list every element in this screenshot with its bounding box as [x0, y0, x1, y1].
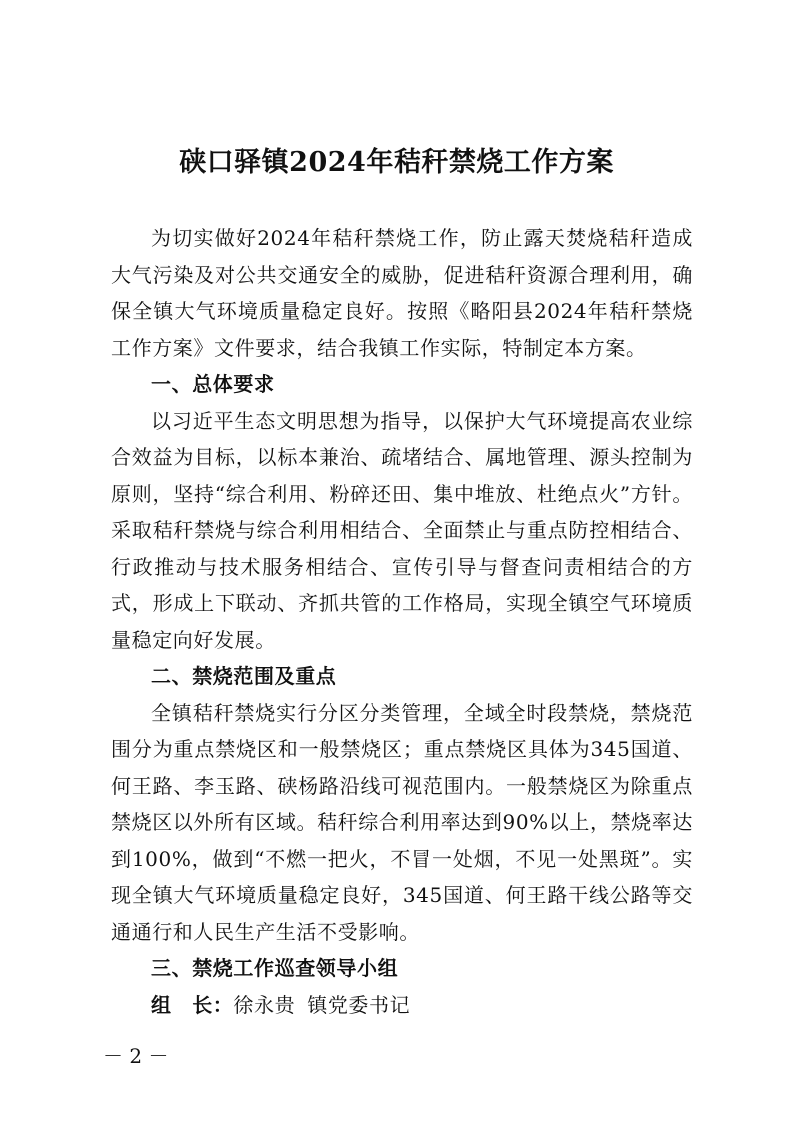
section-body-burning-scope: 全镇秸秆禁烧实行分区分类管理，全域全时段禁烧，禁烧范围分为重点禁烧区和一般禁烧区；重点禁烧区具体为345国道、何王路、李玉路、硖杨路沿线可视范围内。一般禁烧区为除重点禁烧区以外所有区域。秸秆综合利用率达到90%以上，禁烧率达到100%，做到“不燃一把火，不冒一处烟，不见一处黑斑”。实现全镇大气环境质量稳定良好，345国道、何王路干线公路等交通通行和人民生产生活不受影响。	[111, 700, 693, 944]
leader-name: 徐永贵	[233, 992, 296, 1017]
section-heading-patrol-leadership: 三、禁烧工作巡查领导小组	[151, 956, 399, 980]
leader-position: 镇党委书记	[307, 992, 411, 1017]
leader-entry	[111, 987, 693, 1024]
page-number: － 2 －	[103, 1044, 169, 1068]
section-heading-burning-scope: 二、禁烧范围及重点	[151, 664, 337, 688]
intro-paragraph: 为切实做好2024年秸秆禁烧工作，防止露天焚烧秸秆造成大气污染及对公共交通安全的威胁，促进秸秆资源合理利用，确保全镇大气环境质量稳定良好。按照《略阳县2024年秸秆禁烧工作方案》文件要求，结合我镇工作实际，特制定本方案。	[111, 226, 693, 360]
leader-role: 组 长：	[151, 992, 234, 1017]
section-body-general-requirements: 以习近平生态文明思想为指导，以保护大气环境提高农业综合效益为目标，以标本兼治、疏堵结合、属地管理、源头控制为原则，坚持“综合利用、粉碎还田、集中堆放、杜绝点火”方针。采取秸秆禁烧与综合利用相结合、全面禁止与重点防控相结合、行政推动与技术服务相结合、宣传引导与督查问责相结合的方式，形成上下联动、齐抓共管的工作格局，实现全镇空气环境质量稳定向好发展。	[111, 408, 693, 652]
document-body	[111, 220, 693, 1023]
document-title: 硖口驿镇2024年秸秆禁烧工作方案	[179, 147, 614, 178]
section-heading-general-requirements: 一、总体要求	[151, 372, 275, 396]
